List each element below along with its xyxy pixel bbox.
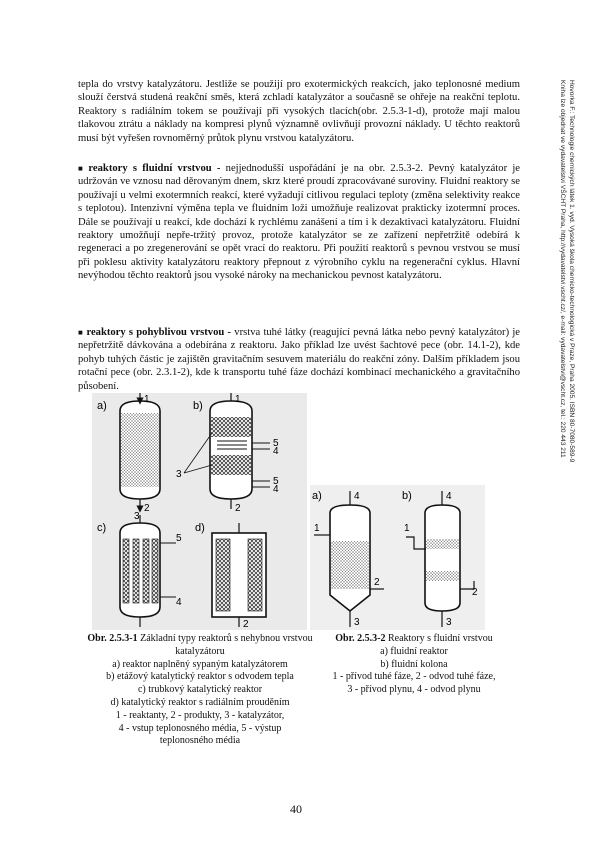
label-b: b) bbox=[193, 400, 203, 412]
paragraph-1: tepla do vrstvy katalyzátoru. Jestliže se použijí pro exotermických reakcích, jako teplonosné medium slouží čerstvá studená reakční směs, která zchladí katalyzátor a současně se ohřeje na reakční teplotu. Reaktory s radiálním tokem se používají při vysokých tlacích(obr. 2.5.3-1-d), protože mají malou tlakovou ztrátu a náklady na kompresi plynů významně ovlivňují provozní náklady. U těchto reaktorů musí být vyřešen rovnoměrný průtok plynu vrstvou katalyzátoru. bbox=[78, 79, 520, 144]
figure-2-number: Obr. 2.5.3-2 bbox=[335, 633, 386, 644]
figure-2-caption-line: 1 - přívod tuhé fáze, 2 - odvod tuhé fáze, bbox=[332, 671, 496, 683]
moving-bed-heading: reaktory s pohyblivou vrstvou - bbox=[86, 327, 232, 338]
label-a: a) bbox=[97, 400, 107, 412]
num-3-b: 3 bbox=[176, 469, 182, 480]
figure-1-caption-line: 4 - vstup teplonosného média, 5 - výstup bbox=[118, 722, 282, 734]
figure-2-title: Reaktory s fluidní vrstvou bbox=[387, 633, 493, 644]
figure-1-number: Obr. 2.5.3-1 bbox=[87, 633, 138, 644]
page-number: 40 bbox=[290, 802, 302, 816]
figure-2-caption-line: 3 - přívod plynu, 4 - odvod plynu bbox=[347, 684, 481, 696]
label-d: d) bbox=[195, 522, 205, 534]
num-4-fluid-a: 4 bbox=[354, 491, 360, 502]
figure-1-caption-line: 1 - reaktanty, 2 - produkty, 3 - katalyzátor, bbox=[115, 709, 285, 721]
sidebar-line-1: Hovorka F.: Technologie chemických látek 1. vyd. Vysoká škola chemicko-technologická v Praze, Praha 2005. ISBN 80-7080-589-9 bbox=[568, 80, 575, 463]
num-4-b-top: 4 bbox=[273, 446, 279, 457]
figure-1-caption-line: teplonosného média bbox=[159, 735, 241, 747]
num-1-fluid-b: 1 bbox=[404, 523, 410, 534]
num-3-c: 3 bbox=[134, 511, 140, 522]
num-2-fluid-b: 2 bbox=[472, 587, 478, 598]
figure-2-caption-line: a) fluidní reaktor bbox=[380, 645, 448, 657]
figure-2-caption-line: b) fluidní kolona bbox=[380, 658, 448, 670]
num-4-b-bot: 4 bbox=[273, 484, 279, 495]
num-1-fluid-a: 1 bbox=[314, 523, 320, 534]
num-2-a: 2 bbox=[144, 503, 150, 514]
sidebar-line-2: Kniha lze objednat ve vydavatelství VŠCHT Praha, http://vydavatelstvi.vscht.cz/, e-mail: vydavatelstvi@vscht.cz, tel.: 220 443 211 bbox=[559, 80, 566, 458]
num-4-c: 4 bbox=[176, 597, 182, 608]
figure-2-caption bbox=[318, 633, 510, 697]
num-5-b-bot: 5 bbox=[273, 476, 279, 487]
reactor-d bbox=[212, 523, 266, 627]
figure-1-caption-line: d) katalytický reaktor s radiálním prouděním bbox=[110, 696, 290, 708]
label-fluid-b: b) bbox=[402, 490, 412, 502]
reactor-a bbox=[120, 393, 160, 509]
bullet-icon: ■ bbox=[78, 328, 84, 337]
figure-fluidized-bed-reactors bbox=[310, 485, 485, 630]
figure-fixed-bed-reactors bbox=[92, 393, 307, 630]
num-2-fluid-a: 2 bbox=[374, 577, 380, 588]
label-fluid-a: a) bbox=[312, 490, 322, 502]
num-3-fluid-a: 3 bbox=[354, 617, 360, 628]
fluidized-heading: reaktory s fluidní vrstvou - bbox=[88, 163, 221, 174]
figure-1-caption bbox=[82, 633, 318, 748]
figure-1-caption-line: c) trubkový katalytický reaktor bbox=[137, 684, 263, 696]
num-2-d: 2 bbox=[243, 619, 249, 630]
moving-bed-text: vrstva tuhé látky (reagující pevná látka nebo pevný katalyzátor) je nepřetržitě dávkována a odebírána z reaktoru. Jako příklad lze uvést šachtové pece (obr. 14.1-2), kde pohyb tuhých částic je zajištěn gravitačním sesuvem materiálu do reakční zóny. Dalším příkladem jsou rotační pece (obr. 2.3.1-2), kde k transportu tuhé fáze dochází kombinací mechanického a gravitačního působení. bbox=[78, 327, 520, 392]
paragraph-moving-bed bbox=[78, 326, 520, 393]
bullet-icon: ■ bbox=[78, 164, 86, 173]
num-1-a: 1 bbox=[144, 394, 150, 405]
num-2-b: 2 bbox=[235, 503, 241, 514]
num-3-fluid-b: 3 bbox=[446, 617, 452, 628]
num-5-c: 5 bbox=[176, 533, 182, 544]
num-4-fluid-b: 4 bbox=[446, 491, 452, 502]
paragraph-fluidized bbox=[78, 162, 520, 283]
figure-1-title: Základní typy reaktorů s nehybnou vrstvou katalyzátoru bbox=[140, 633, 313, 657]
label-c: c) bbox=[97, 522, 107, 534]
sidebar-citation bbox=[540, 80, 576, 550]
num-5-b-top: 5 bbox=[273, 438, 279, 449]
figure-1-caption-line: a) reaktor naplněný sypaným katalyzátorem bbox=[112, 658, 288, 670]
fluidized-text: nejjednodušší uspořádání je na obr. 2.5.3-2. Pevný katalyzátor je udržován ve vznosu nad děrovaným dnem, skrz které proudí zpracovávané suroviny. Fluidní reaktory se používají u velmi exotermních reakcí, které vyžadují citlivou regulaci teploty (změna selektivity reakce s teplotou). Intenzivní výměna tepla ve fluidním loži umožňuje realizovat prakticky izotermní proces. Dále se používají u reakcí, kde dochází k rychlému zanášení a tím i k dezaktivaci katalyzátoru. Fluidní reaktory umožňují nepře-tržitý provoz, protože katalyzátor se ze zařízení nepřetržitě odebírá k regeneraci a po zregenerování se opět vrací do reaktoru. Při použití reaktorů s pevnou vrstvou se musí při poklesu aktivity katalyzátoru reaktory přepnout z výrobního cyklu na regenerační cyklus. Hlavní nevýhodou těchto reaktorů jsou vysoké nároky na mechanickou pevnost katalyzátoru. bbox=[78, 163, 520, 282]
figure-1-caption-line: b) etážový katalytický reaktor s odvodem tepla bbox=[106, 671, 294, 683]
num-1-b: 1 bbox=[235, 394, 241, 405]
